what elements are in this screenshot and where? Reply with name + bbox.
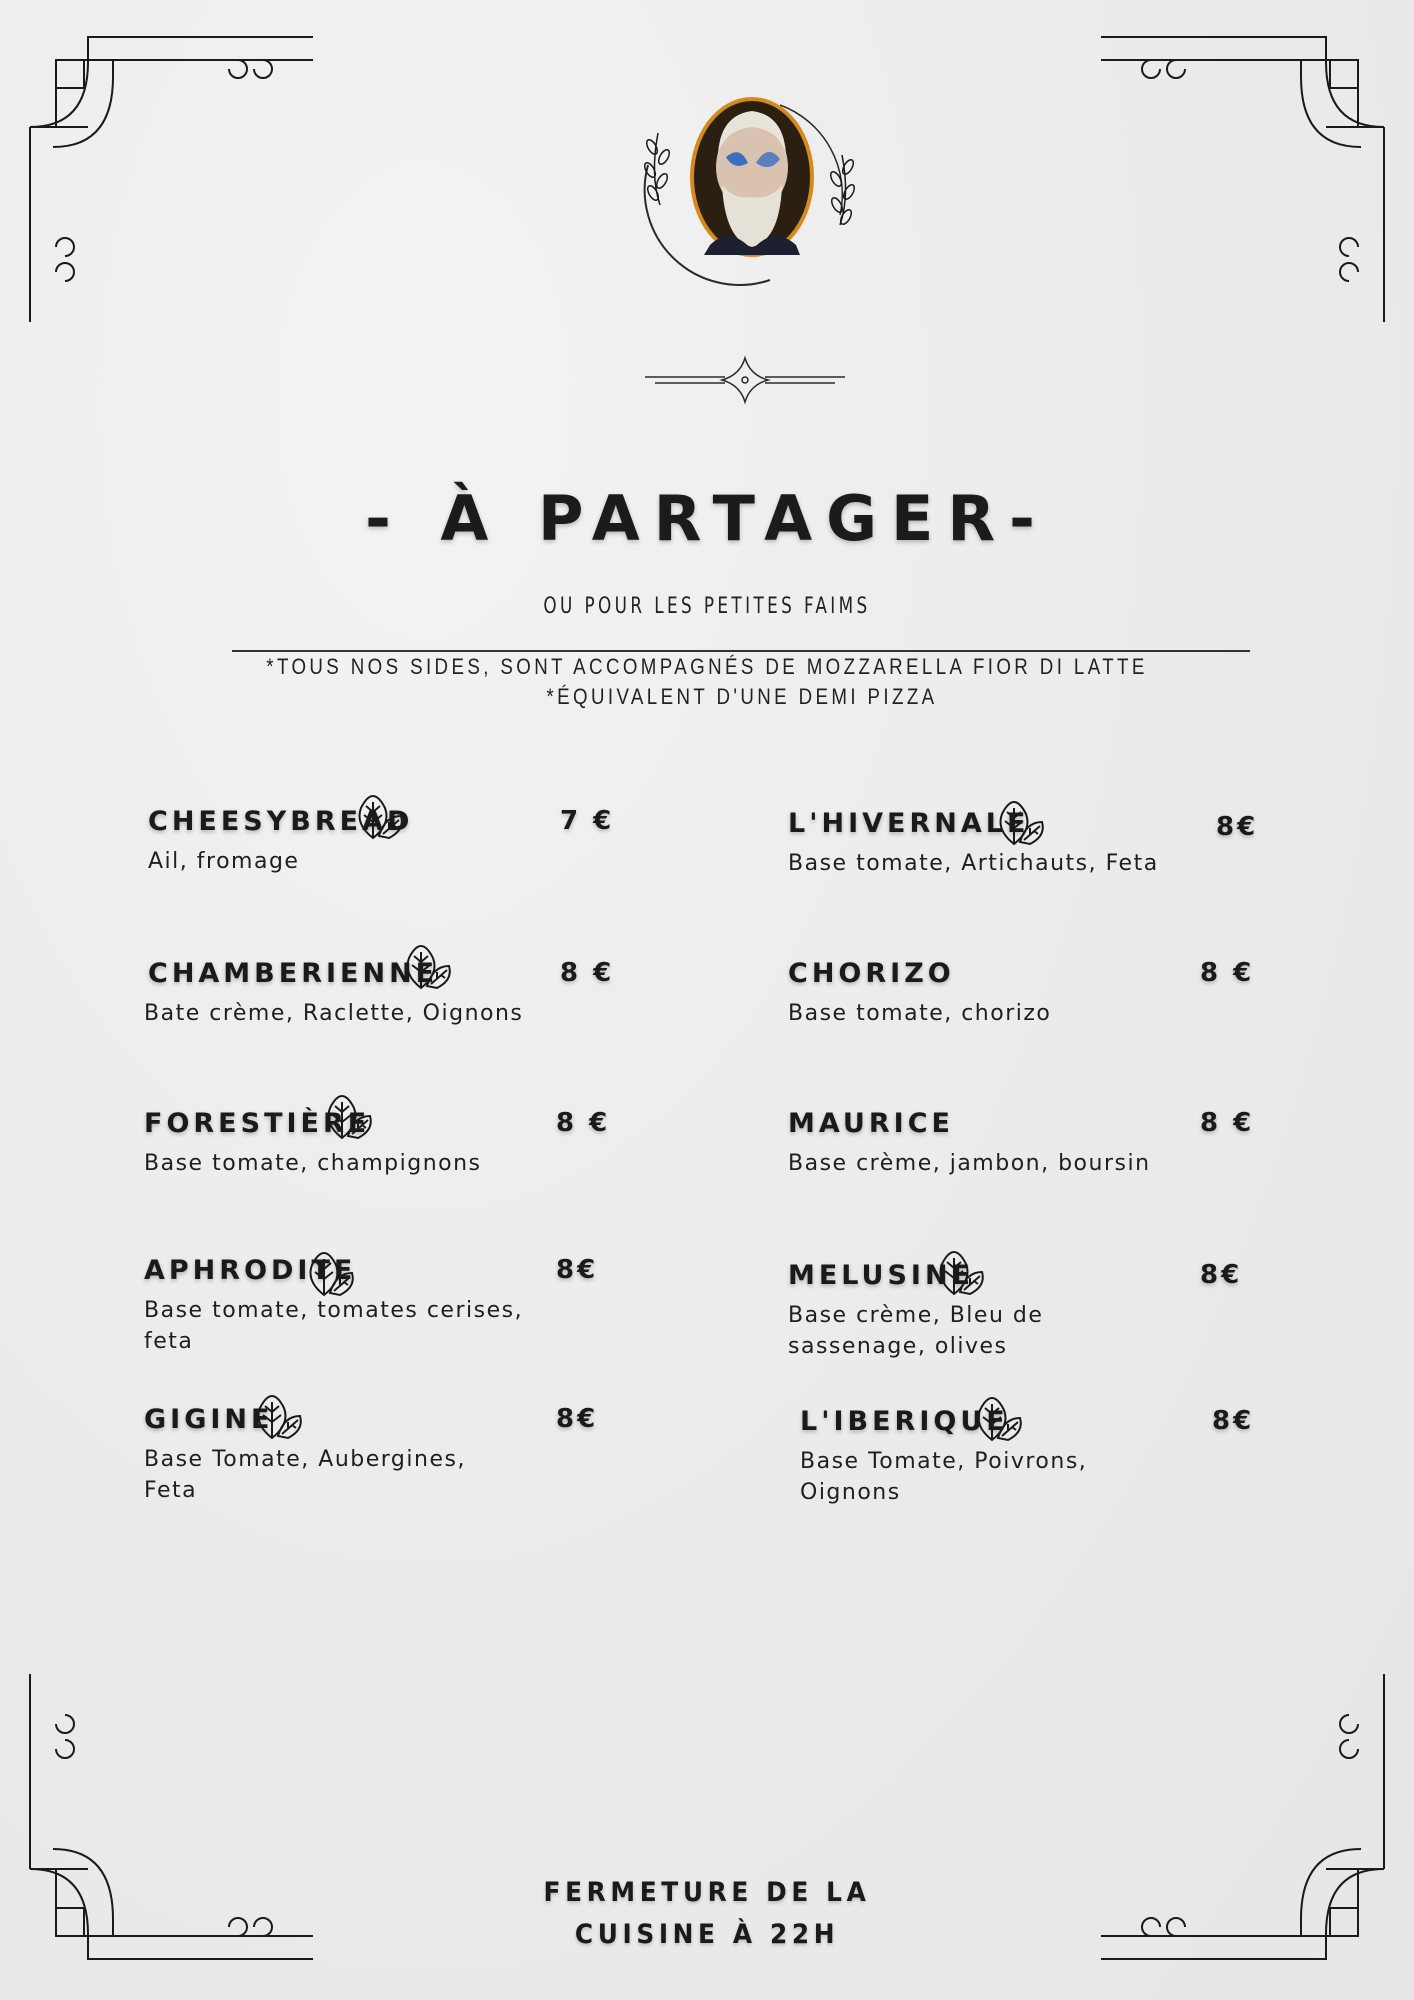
vegetarian-leaf-icon xyxy=(401,944,453,990)
ornamental-divider xyxy=(640,355,850,405)
header-rule xyxy=(232,650,1250,652)
menu-item-price: 8 € xyxy=(1200,958,1255,988)
menu-item-price: 8€ xyxy=(556,1404,599,1434)
menu-item-description: Ail, fromage xyxy=(148,849,300,874)
menu-item-name: GIGINE xyxy=(144,1404,274,1435)
vegetarian-leaf-icon xyxy=(934,1250,986,1296)
menu-item-description: Base Tomate, Aubergines, Feta xyxy=(144,1447,466,1503)
vegetarian-leaf-icon xyxy=(322,1094,374,1140)
menu-item-price: 8€ xyxy=(1216,812,1259,842)
menu-item-price: 8 € xyxy=(1200,1108,1255,1138)
menu-item-description: Base tomate, champignons xyxy=(144,1151,482,1176)
menu-item-description: Bate crème, Raclette, Oignons xyxy=(144,1001,524,1026)
menu-item-name: CHAMBERIENNE xyxy=(148,958,439,989)
menu-item-name: FORESTIÈRE xyxy=(144,1108,371,1139)
menu-item-name: CHORIZO xyxy=(788,958,955,989)
closing-line-1: FERMETURE DE LA xyxy=(543,1877,871,1908)
menu-item-name: MAURICE xyxy=(788,1108,954,1139)
menu-item-name: CHEESYBREAD xyxy=(148,806,414,837)
menu-item-price: 8€ xyxy=(556,1255,599,1285)
menu-item-price: 8 € xyxy=(556,1108,611,1138)
vegetarian-leaf-icon xyxy=(304,1251,356,1297)
menu-item-description: Base tomate, Artichauts, Feta xyxy=(788,851,1159,876)
logo-portrait-medallion xyxy=(630,75,860,290)
vegetarian-leaf-icon xyxy=(994,800,1046,846)
menu-item-description: Base tomate, tomates cerises, feta xyxy=(144,1298,524,1354)
note-half-pizza: *ÉQUIVALENT D'UNE DEMI PIZZA xyxy=(546,684,938,709)
menu-item-name: MELUSINE xyxy=(788,1260,975,1291)
vegetarian-leaf-icon xyxy=(972,1396,1024,1442)
menu-item-name: L'IBERIQUE xyxy=(800,1406,1009,1437)
menu-item-description: Base tomate, chorizo xyxy=(788,1001,1052,1026)
menu-item-description: Base crème, jambon, boursin xyxy=(788,1151,1151,1176)
corner-ornament-top-right xyxy=(1086,32,1386,332)
note-mozzarella: *TOUS NOS SIDES, SONT ACCOMPAGNÉS DE MOZZARELLA FIOR DI LATTE xyxy=(266,654,1148,679)
corner-ornament-top-left xyxy=(28,32,328,332)
menu-item-description: Base Tomate, Poivrons, Oignons xyxy=(800,1449,1088,1505)
menu-item-description: Base crème, Bleu de sassenage, olives xyxy=(788,1303,1044,1359)
menu-item-name: APHRODITE xyxy=(144,1255,357,1286)
vegetarian-leaf-icon xyxy=(353,794,405,840)
menu-item-price: 8€ xyxy=(1200,1260,1243,1290)
vegetarian-leaf-icon xyxy=(252,1394,304,1440)
closing-line-2: CUISINE À 22H xyxy=(574,1919,840,1950)
page-title: - À PARTAGER- xyxy=(365,482,1049,555)
menu-item-name: L'HIVERNALE xyxy=(788,808,1030,839)
page-subtitle: OU POUR LES PETITES FAIMS xyxy=(543,594,871,619)
menu-item-price: 8€ xyxy=(1212,1406,1255,1436)
menu-item-price: 7 € xyxy=(560,806,615,836)
menu-item-price: 8 € xyxy=(560,958,615,988)
kitchen-closing-notice xyxy=(0,1872,1414,1956)
